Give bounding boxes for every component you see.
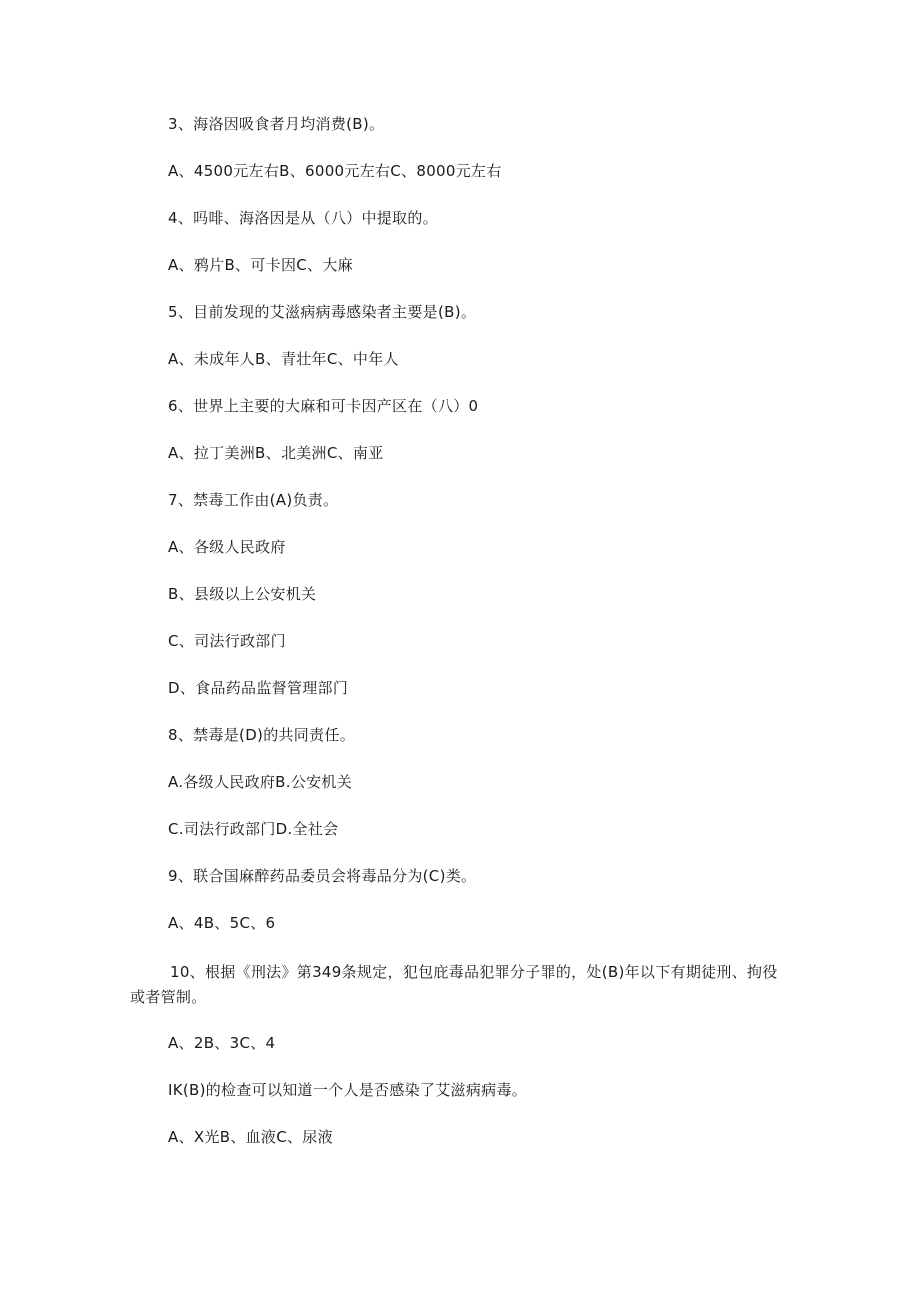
option-7a: A、各级人民政府	[168, 538, 286, 556]
question-4: 4、吗啡、海洛因是从（八）中提取的。	[168, 209, 438, 227]
question-8: 8、禁毒是(D)的共同责任。	[168, 726, 355, 744]
question-11: IK(B)的检查可以知道一个人是否感染了艾滋病病毒。	[168, 1081, 528, 1099]
question-9: 9、联合国麻醉药品委员会将毒品分为(C)类。	[168, 867, 477, 885]
question-6: 6、世界上主要的大麻和可卡因产区在（八）0	[168, 397, 479, 415]
options-10: A、2B、3C、4	[168, 1034, 276, 1052]
option-7b: B、县级以上公安机关	[168, 585, 317, 603]
options-8-row2: C.司法行政部门D.全社会	[168, 820, 339, 838]
options-5: A、未成年人B、青壮年C、中年人	[168, 350, 399, 368]
question-3: 3、海洛因吸食者月均消费(B)。	[168, 115, 385, 133]
question-10: 10、根据《刑法》第349条规定，犯包庇毒品犯罪分子罪的，处(B)年以下有期徒刑、拘役或者管制。	[130, 963, 778, 1006]
options-8-row1: A.各级人民政府B.公安机关	[168, 773, 353, 791]
options-9: A、4B、5C、6	[168, 914, 276, 932]
option-7d: D、食品药品监督管理部门	[168, 679, 349, 697]
question-5: 5、目前发现的艾滋病病毒感染者主要是(B)。	[168, 303, 477, 321]
option-7c: C、司法行政部门	[168, 632, 286, 650]
options-11: A、X光B、血液C、尿液	[168, 1128, 333, 1146]
options-6: A、拉丁美洲B、北美洲C、南亚	[168, 444, 384, 462]
options-3: A、4500元左右B、6000元左右C、8000元左右	[168, 162, 502, 180]
options-4: A、鸦片B、可卡因C、大麻	[168, 256, 353, 274]
question-7: 7、禁毒工作由(A)负责。	[168, 491, 339, 509]
